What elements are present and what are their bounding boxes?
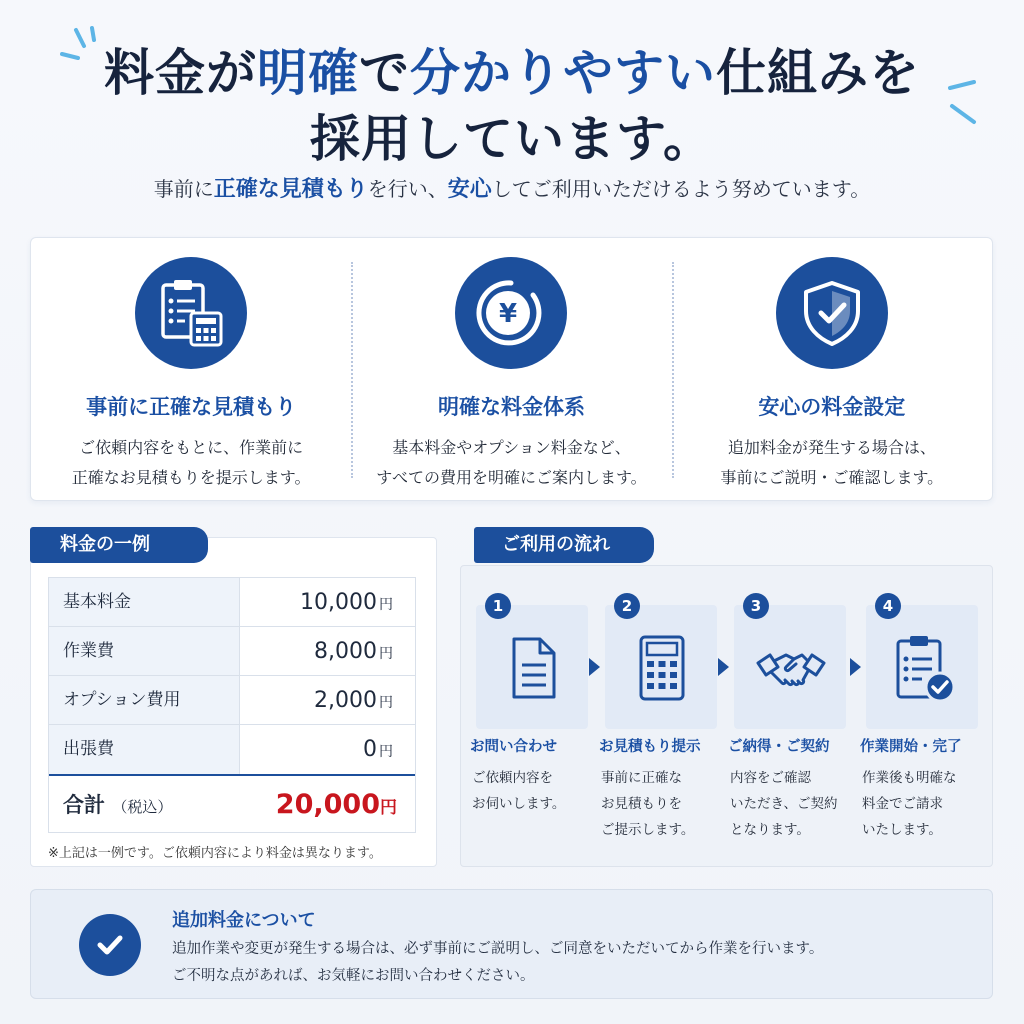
price-note: ※上記は一例です。ご依頼内容により料金は異なります。	[48, 846, 382, 861]
step-number: 2	[614, 593, 640, 619]
notice-title: 追加料金について	[172, 910, 316, 931]
arrow-right-icon	[718, 658, 729, 676]
step-description: 内容をご確認 いただき、ご契約 となります。	[730, 770, 838, 838]
table-row	[49, 627, 415, 676]
price-item-name: 作業費	[49, 627, 240, 675]
total-row	[49, 774, 415, 832]
yen-coin-icon	[455, 257, 567, 369]
table-row	[49, 578, 415, 627]
step-number: 3	[743, 593, 769, 619]
step-number: 4	[875, 593, 901, 619]
handshake-icon	[748, 633, 834, 703]
page-subtitle: 事前に正確な見積もりを行い、安心してご利用いただけるよう努めています。	[153, 177, 871, 202]
arrow-right-icon	[589, 658, 600, 676]
price-item-name: 出張費	[49, 725, 240, 774]
clipboard-calculator-icon	[135, 257, 247, 369]
total-value: 20,000円	[275, 789, 397, 820]
price-item-name: 基本料金	[49, 578, 240, 626]
price-example-label: 料金の一例	[30, 527, 208, 563]
price-item-value: 10,000 円	[300, 590, 393, 615]
feature-estimate	[31, 238, 351, 500]
check-icon	[79, 914, 141, 976]
shield-check-icon	[776, 257, 888, 369]
feature-title: 明確な料金体系	[437, 395, 585, 419]
price-item-name: オプション費用	[49, 676, 240, 724]
feature-description: ご依頼内容をもとに、作業前に 正確なお見積もりを提示します。	[71, 438, 311, 487]
feature-title: 事前に正確な見積もり	[86, 395, 297, 419]
price-item-value: 0 円	[363, 737, 393, 762]
table-row	[49, 725, 415, 774]
price-table	[48, 577, 416, 833]
document-icon	[498, 633, 568, 703]
flow-label: ご利用の流れ	[474, 527, 654, 563]
price-item-value: 2,000 円	[314, 688, 393, 713]
notice-text: 追加作業や変更が発生する場合は、必ず事前にご説明し、ご同意をいただいてから作業を行います。 ご不明な点があれば、お気軽にお問い合わせください。	[172, 941, 824, 984]
step-title: お見積もり提示	[599, 739, 701, 755]
table-row	[49, 676, 415, 725]
feature-panel	[30, 237, 993, 501]
step-title: ご納得・ご契約	[728, 739, 830, 755]
step-title: お問い合わせ	[470, 739, 557, 755]
step-number: 1	[485, 593, 511, 619]
feature-title: 安心の料金設定	[758, 395, 906, 419]
feature-safe-pricing	[672, 238, 992, 500]
page-title: 料金が明確で分かりやすい仕組みを 採用しています。	[104, 43, 920, 168]
price-item-value: 8,000 円	[314, 639, 393, 664]
feature-description: 基本料金やオプション料金など、 すべての費用を明確にご案内します。	[376, 438, 647, 487]
feature-description: 追加料金が発生する場合は、 事前にご説明・ご確認します。	[720, 438, 944, 487]
total-label: 合計 （税込）	[63, 793, 173, 817]
clipboard-check-icon	[888, 633, 958, 703]
arrow-right-icon	[850, 658, 861, 676]
svg-text:¥: ¥	[499, 299, 518, 329]
feature-clear-pricing	[351, 238, 671, 500]
additional-fee-notice	[30, 889, 993, 999]
step-title: 作業開始・完了	[860, 739, 962, 755]
calculator-icon	[627, 633, 697, 703]
step-description: 作業後も明確な 料金でご請求 いたします。	[862, 770, 957, 838]
step-description: ご依頼内容を お伺いします。	[472, 770, 566, 812]
step-description: 事前に正確な お見積もりを ご提示します。	[601, 770, 695, 838]
